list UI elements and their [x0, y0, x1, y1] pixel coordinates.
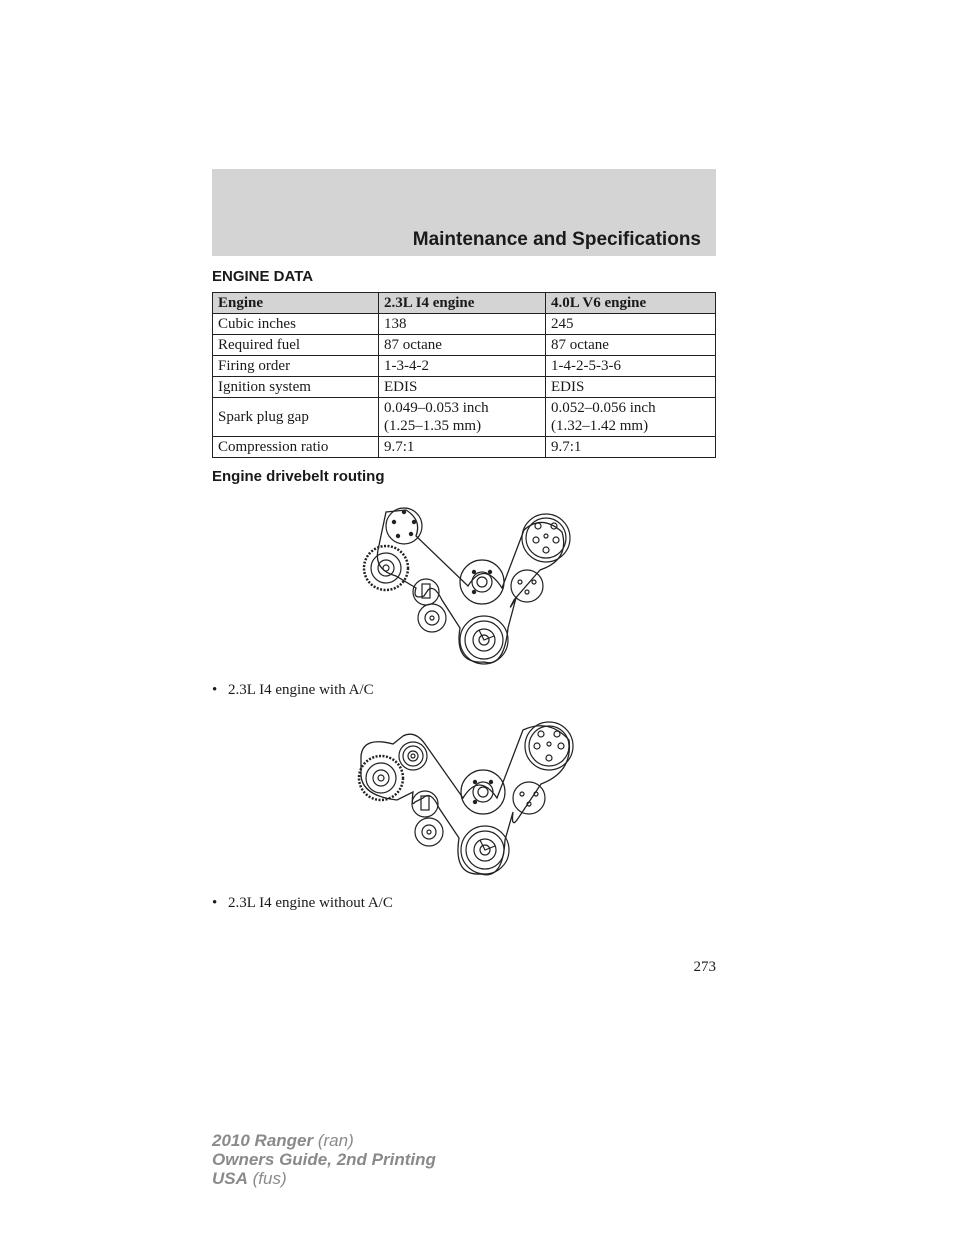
table-cell: EDIS: [546, 377, 716, 398]
table-cell: 87 octane: [379, 335, 546, 356]
column-header: 4.0L V6 engine: [546, 293, 716, 314]
caption-with-ac: [212, 682, 374, 699]
caption-without-ac: [212, 895, 393, 912]
table-cell: Firing order: [213, 356, 379, 377]
table-cell: 1-3-4-2: [379, 356, 546, 377]
footer-line-guide: [212, 1150, 436, 1169]
table-cell: EDIS: [379, 377, 546, 398]
page-number: 273: [693, 959, 716, 975]
footer-market-code: (fus): [252, 1169, 287, 1188]
bullet-dot: •: [212, 895, 218, 911]
table-cell: [379, 398, 546, 437]
table-cell: Compression ratio: [213, 437, 379, 458]
table-row: [213, 335, 716, 356]
table-header-row: [213, 293, 716, 314]
spark-gap-mm: (1.25–1.35 mm): [384, 418, 482, 434]
table-cell: [546, 398, 716, 437]
drivebelt-diagram-with-ac: [356, 500, 578, 668]
engine-data-heading: ENGINE DATA: [212, 268, 314, 285]
bullet-dot: •: [212, 682, 218, 698]
table-cell: 9.7:1: [546, 437, 716, 458]
caption-text: 2.3L I4 engine without A/C: [228, 895, 393, 911]
table-row: [213, 314, 716, 335]
table-cell: 1-4-2-5-3-6: [546, 356, 716, 377]
footer-line-model: [212, 1131, 436, 1150]
table-row: [213, 377, 716, 398]
table-cell: 245: [546, 314, 716, 335]
footer-market: USA: [212, 1169, 248, 1188]
column-header: Engine: [213, 293, 379, 314]
page-title: Maintenance and Specifications: [412, 229, 701, 250]
drivebelt-diagram-without-ac: [353, 716, 579, 880]
column-header: 2.3L I4 engine: [379, 293, 546, 314]
footer-model-code: (ran): [317, 1131, 354, 1150]
table-cell: 87 octane: [546, 335, 716, 356]
spark-gap-inch: 0.052–0.056 inch: [551, 400, 656, 416]
table-cell: Spark plug gap: [213, 398, 379, 437]
spark-gap-inch: 0.049–0.053 inch: [384, 400, 489, 416]
header-band: [212, 169, 716, 256]
drivebelt-heading: Engine drivebelt routing: [212, 468, 385, 485]
caption-text: 2.3L I4 engine with A/C: [228, 682, 374, 698]
table-row: [213, 437, 716, 458]
table-row: [213, 398, 716, 437]
footer-model: 2010 Ranger: [212, 1131, 314, 1150]
table-cell: 9.7:1: [379, 437, 546, 458]
table-cell: Ignition system: [213, 377, 379, 398]
table-cell: Cubic inches: [213, 314, 379, 335]
footer: [212, 1131, 436, 1188]
engine-data-table: [212, 292, 716, 458]
table-cell: 138: [379, 314, 546, 335]
spark-gap-mm: (1.32–1.42 mm): [551, 418, 649, 434]
table-cell: Required fuel: [213, 335, 379, 356]
footer-guide: Owners Guide, 2nd Printing: [212, 1150, 436, 1169]
footer-line-market: [212, 1169, 436, 1188]
table-row: [213, 356, 716, 377]
